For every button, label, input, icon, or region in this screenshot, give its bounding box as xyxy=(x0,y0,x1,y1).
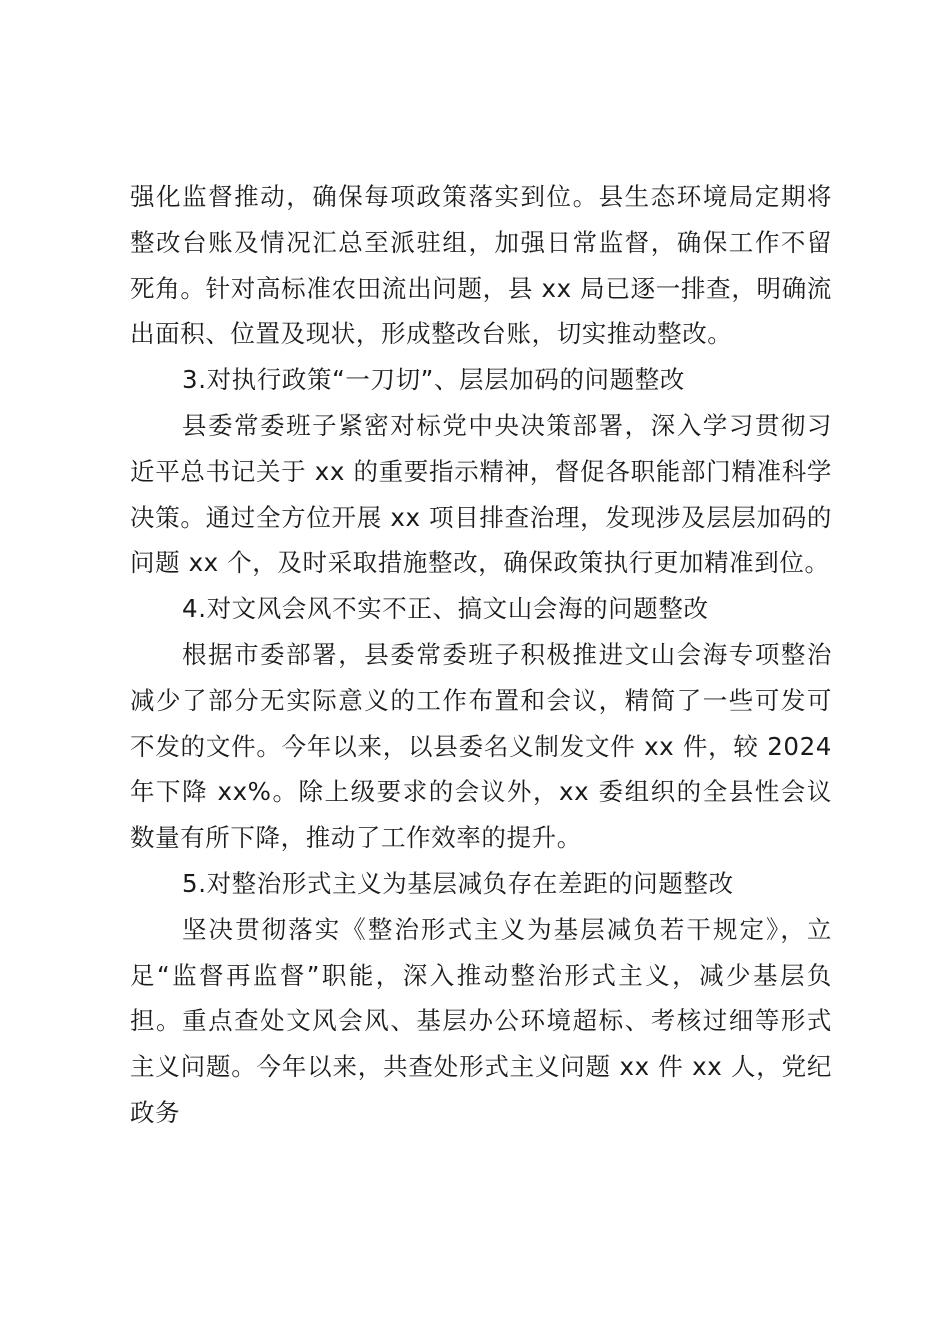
paragraph-continuation: 强化监督推动，确保每项政策落实到位。县生态环境局定期将整改台账及情况汇总至派驻组，加强日常监督，确保工作不留死角。针对高标准农田流出问题，县 xx 局已逐一排查，明确流出面积、位置及现状，形成整改台账，切实推动整改。 xyxy=(130,182,832,349)
paragraph-section-5: 坚决贯彻落实《整治形式主义为基层减负若干规定》，立足“监督再监督”职能，深入推动整治形式主义，减少基层负担。重点查处文风会风、基层办公环境超标、考核过细等形式主义问题。今年以来，共查处形式主义问题 xx 件 xx 人，党纪政务 xyxy=(130,914,832,1127)
section-heading-5: 5.对整治形式主义为基层减负存在差距的问题整改 xyxy=(182,868,734,898)
paragraph-section-4: 根据市委部署，县委常委班子积极推进文山会海专项整治减少了部分无实际意义的工作布置和会议，精简了一些可发可不发的文件。今年以来，以县委名义制发文件 xx 件，较 2024 年下降 xx%。除上级要求的会议外，xx 委组织的全县性会议数量有所下降，推动了工作效率的提升。 xyxy=(130,639,832,853)
paragraph-section-3: 县委常委班子紧密对标党中央决策部署，深入学习贯彻习近平总书记关于 xx 的重要指示精神，督促各职能部门精准科学决策。通过全方位开展 xx 项目排查治理，发现涉及层层加码的问题 xx 个，及时采取措施整改，确保政策执行更加精准到位。 xyxy=(130,410,832,578)
section-heading-4: 4.对文风会风不实不正、搞文山会海的问题整改 xyxy=(182,594,709,624)
document-body xyxy=(130,174,832,1136)
section-heading-3: 3.对执行政策“一刀切”、层层加码的问题整改 xyxy=(182,365,685,395)
